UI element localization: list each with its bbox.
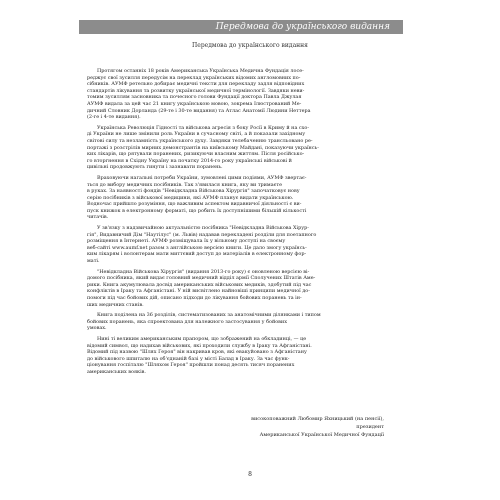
text-line: реджує свої зусилля передусім на переклад українських відомих англомовних по- (87, 74, 301, 81)
text-line: ким лікарям і волонтерам мати миттєвий доступ до матеріалів в електронному фор- (87, 251, 307, 258)
text-line: ться до вибору медичних посібників. Так з'явилася книга, яку ви тримаєте (87, 181, 282, 188)
text-line: Нині ті великим американським прапором, що зображений на обкладинці, — це (97, 335, 307, 342)
text-line: світові силу та незламність українського духу. Завдяки телебаченню трансльовано ре- (87, 137, 313, 144)
text-line: помоги під час бойових дій, описано підходи до лікування бойових поранень та ін- (87, 295, 302, 301)
text-line: відомий символ, що надихав військових, які проходили службу в Іраку та Афганістані. (87, 342, 312, 349)
text-line: стандартів лікування та розвитку української медичної термінології. Завдяки неви- (87, 87, 305, 94)
text-line: АУМФ видала за цей час 21 книгу українською мовою, зокрема Ілюстрований Ме- (87, 100, 302, 107)
text-line: умовах. (87, 325, 107, 332)
text-line: американських вояків. (87, 368, 146, 375)
text-line: веб-сайті www.aumf.net разом з англійською версією книги. Це дало змогу українсь- (87, 244, 307, 251)
text-line: в руках. За наявності фондів "Невідкладна Військова Хірургія" започатковує нову (87, 188, 300, 195)
text-line: дичний Словник Дорланда (29-те і 30-те видання) та Атлас Анатомії Людини Неттера (87, 107, 311, 114)
text-line: розміщення в Інтернеті. АУМФ розміщувала їх у вільному доступі на своєму (87, 238, 286, 245)
signature-name: високоповажний Любомир Яхницький (на пенсії), (251, 416, 384, 422)
text-line: Враховуючи нагальні потреби України, зумовлені цими подіями, АУМФ звертає- (97, 174, 307, 181)
paragraph-4 (87, 225, 413, 265)
text-line: У зв'язку з надзвичайною актуальністю посібника "Невідкладна Військова Хірур- (97, 225, 309, 232)
text-line: читачів. (87, 214, 109, 221)
paragraph-1 (87, 68, 413, 121)
text-line: до військового шпиталю на об'єднаній базі у місті Балад в Іраку. За час функ- (87, 355, 290, 362)
text-line: томим зусиллям засновника та почесного голови Фундації доктора Павла Джулая (87, 94, 302, 101)
page-number: 8 (248, 471, 252, 478)
text-line: серію посібників з військової медицини, які АУМФ планує видати українською. (87, 194, 294, 201)
body-text (87, 68, 413, 380)
text-line: домого посібника, який видає головний медичний відділ армії Сполучених Штатів Аме- (87, 275, 316, 282)
text-line: бойових поранень, яка спроектована для належного застосування у бойових (87, 318, 287, 325)
paragraph-7 (87, 336, 413, 376)
text-line: Книга поділена на 36 розділів, систематизованих за анатомічними ділянками і типом (97, 312, 321, 319)
text-line: ших медичних станів. (87, 301, 144, 308)
signature-organization: Американської Української Медичної Фундації (259, 432, 384, 438)
text-line: (2-ге і 4-те видання). (87, 114, 141, 121)
text-line: маті. (87, 258, 100, 265)
paragraph-5 (87, 269, 413, 309)
text-line: пуск книжок в електронному форматі, що робить їх доступнішими більшій кількості (87, 207, 307, 214)
signature-role: президент (356, 424, 384, 430)
paragraph-6 (87, 312, 413, 332)
signature-block (184, 415, 384, 439)
text-line: рики. Книга акумулювала досвід американських військових медиків, здобутий під час (87, 281, 312, 288)
paragraph-2 (87, 125, 413, 171)
text-line: го вторгнення в Східну Україну на початку 2014-го року українські військові й (87, 157, 292, 164)
text-line: гія", Видавничий Дім "Наутілус" (м. Львів) надавав перекладені розділи для поетапного (87, 231, 317, 238)
text-line: Українська Революція Гідності та військова агресія з боку Росії в Криму й на схо- (97, 124, 310, 131)
text-line: ких лікарів, що рятували поранених, ризикуючи власним життям. Після російсько- (87, 151, 305, 158)
text-line: портажі з розстрілів мирних демонстрантів на київському Майдані, показуючи українсь- (87, 144, 319, 151)
text-line: ціонування госпіталю "Шляхом Героя" пройшли понад десять тисяч поранених (87, 362, 295, 369)
running-header-title: Передмова до українського видання (215, 22, 390, 32)
text-line: Водночас прийшло розуміння, що важливим аспектом видавничої діяльності є ви- (87, 201, 302, 208)
text-line: цивільні продовжують гинути і зазнавати поранень. (87, 164, 223, 171)
text-line: конфліктів в Іраку та Афганістані. У ній висвітлено найновіші принципи медичної до- (87, 288, 310, 295)
text-line: ді України не лише змінили роль України в сучасному світі, а й показали західному (87, 131, 306, 138)
text-line: Відомий під назвою "Шлях Героя" він накривав кров, які евакуйовано з Афганістану (87, 349, 307, 356)
text-line: "Невідкладна Військова Хірургія" (видання 2013-го року) є оновленою версією ві- (97, 268, 310, 275)
paragraph-3 (87, 175, 413, 221)
text-line: Протягом останніх 18 років Американська Українська Медична Фундація лосе- (97, 68, 304, 74)
section-title: Передмова до українського видання (192, 42, 308, 49)
text-line: сібників. АУМФ ретельно добирає медичні тексти для перекладу задля відповідних (87, 81, 305, 88)
